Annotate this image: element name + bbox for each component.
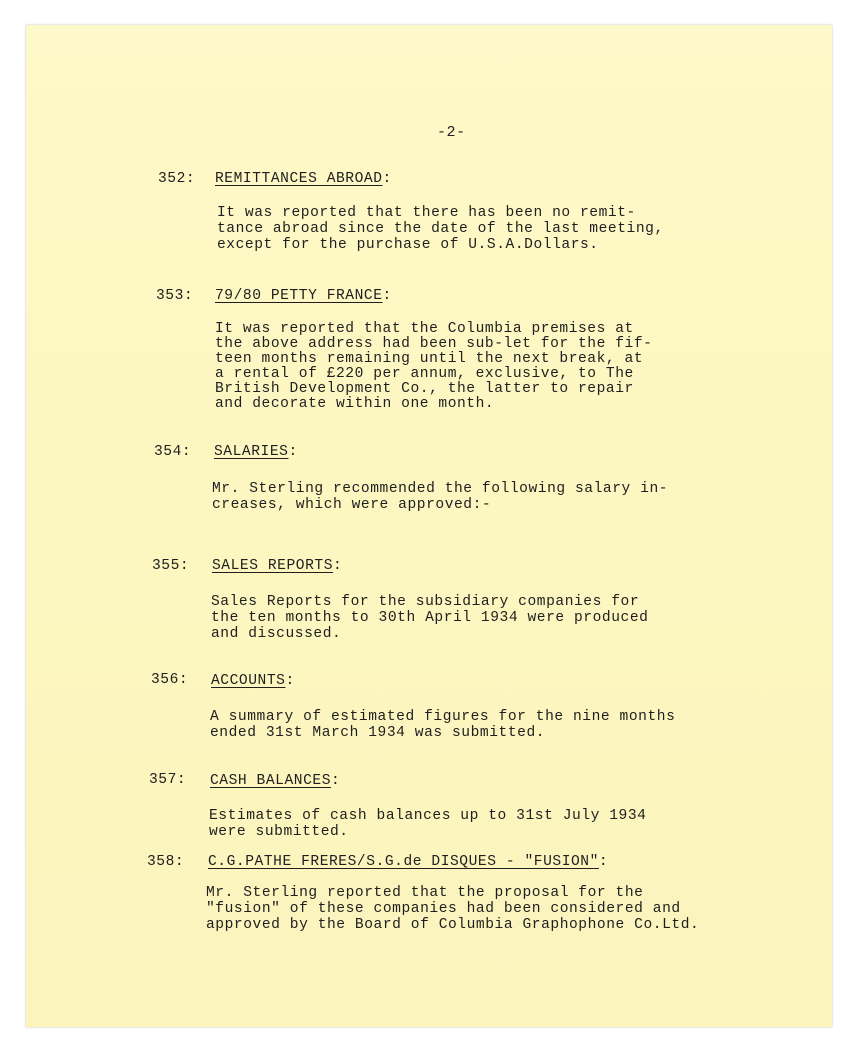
minute-title: CASH BALANCES: [210, 773, 331, 789]
body-line: were submitted.: [209, 824, 349, 840]
minute-heading: 79/80 PETTY FRANCE:: [215, 288, 392, 304]
minute-number: 353:: [156, 288, 194, 304]
minute-body: [206, 885, 699, 933]
body-line: the above address had been sub-let for the fif-: [215, 336, 653, 352]
minute-title: SALES REPORTS: [212, 558, 333, 574]
minute-number: 355:: [152, 558, 190, 574]
minute-title: ACCOUNTS: [211, 673, 286, 689]
body-line: ended 31st March 1934 was submitted.: [210, 725, 546, 741]
minute-title: 79/80 PETTY FRANCE: [215, 288, 383, 304]
minute-heading: SALES REPORTS:: [212, 558, 343, 574]
body-line: Estimates of cash balances up to 31st July 1934: [209, 808, 647, 824]
minute-title: SALARIES: [214, 444, 289, 460]
body-line: tance abroad since the date of the last meeting,: [217, 221, 664, 237]
minute-heading: SALARIES:: [214, 444, 298, 460]
minute-heading: C.G.PATHE FRERES/S.G.de DISQUES - "FUSION":: [208, 854, 609, 870]
minute-title: REMITTANCES ABROAD: [215, 171, 383, 187]
typed-page: [26, 25, 832, 1027]
minute-number: 357:: [149, 772, 187, 788]
minute-body: [209, 808, 646, 840]
body-line: Mr. Sterling recommended the following salary in-: [212, 481, 669, 497]
body-line: teen months remaining until the next break, at: [215, 351, 644, 367]
minute-body: [217, 205, 664, 253]
minute-heading: REMITTANCES ABROAD:: [215, 171, 392, 187]
minute-number: 356:: [151, 672, 189, 688]
body-line: except for the purchase of U.S.A.Dollars.: [217, 237, 599, 253]
body-line: "fusion" of these companies had been considered and: [206, 901, 681, 917]
page-number: -2-: [437, 124, 466, 141]
body-line: the ten months to 30th April 1934 were produced: [211, 610, 649, 626]
minute-body: [212, 481, 668, 513]
body-line: and decorate within one month.: [215, 396, 495, 412]
minute-number: 354:: [154, 444, 192, 460]
minute-number: 352:: [158, 171, 196, 187]
body-line: It was reported that the Columbia premises at: [215, 321, 634, 337]
body-line: A summary of estimated figures for the nine months: [210, 709, 676, 725]
minute-number: 358:: [147, 854, 185, 870]
minute-body: [215, 322, 652, 412]
body-line: and discussed.: [211, 626, 342, 642]
body-line: approved by the Board of Columbia Graphophone Co.Ltd.: [206, 917, 700, 933]
body-line: creases, which were approved:-: [212, 497, 492, 513]
minute-heading: ACCOUNTS:: [211, 673, 295, 689]
minute-body: [211, 594, 648, 642]
body-line: Mr. Sterling reported that the proposal for the: [206, 885, 644, 901]
body-line: Sales Reports for the subsidiary companies for: [211, 594, 640, 610]
body-line: British Development Co., the latter to repair: [215, 381, 634, 397]
body-line: a rental of £220 per annum, exclusive, to The: [215, 366, 634, 382]
minute-heading: CASH BALANCES:: [210, 773, 341, 789]
minute-body: [210, 709, 675, 741]
minute-title: C.G.PATHE FRERES/S.G.de DISQUES - "FUSION": [208, 854, 599, 870]
body-line: It was reported that there has been no remit-: [217, 205, 636, 221]
